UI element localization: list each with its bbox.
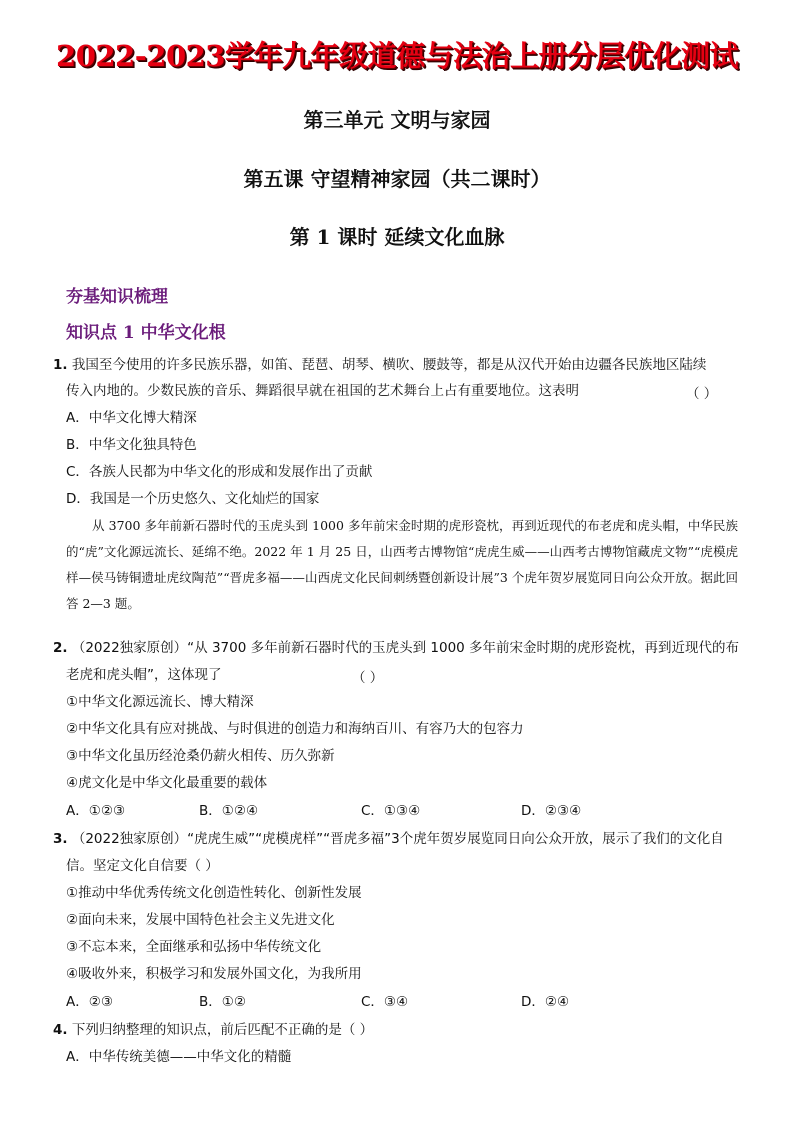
q3-number: 3.	[53, 831, 68, 847]
section-knowledge-point-1: 知识点 1 中华文化根	[66, 323, 226, 343]
q4-line1	[53, 1021, 373, 1039]
q2-item-4: ④虎文化是中华文化最重要的载体	[66, 775, 268, 791]
q2-choice-c: C．①③④	[361, 803, 421, 819]
q2-stem-line2: 老虎和虎头帽”，这体现了	[66, 667, 222, 683]
document-title: 2022-2023学年九年级道德与法治上册分层优化测试	[56, 39, 738, 73]
q2-answer-blank: （ ）	[352, 670, 384, 686]
q1-option-c: C．各族人民都为中华文化的形成和发展作出了贡献	[66, 464, 373, 480]
q3-item-1: ①推动中华优秀传统文化创造性转化、创新性发展	[66, 885, 362, 901]
q2-item-2: ②中华文化具有应对挑战、与时俱进的创造力和海纳百川、有容乃大的包容力	[66, 721, 524, 737]
q3-choice-a: A．②③	[66, 994, 113, 1010]
q3-choice-b: B．①②	[199, 994, 246, 1010]
q3-stem-line2: 信。坚定文化自信要（ ）	[66, 858, 219, 874]
q4-option-a: A．中华传统美德——中华文化的精髓	[66, 1049, 292, 1065]
material-passage: 从 3700 多年前新石器时代的玉虎头到 1000 多年前宋金时期的虎形瓷枕，再到近现代的布老虎和虎头帽，中华民族的“虎”文化源远流长、延绵不绝。2022 年 1 月 25 日，山西考古博物馆“虎虎生威——山西考古博物馆藏虎文物”“虎模虎样—侯马铸铜遗址虎纹陶范”“晋虎多福——山西虎文化民间刺绣暨创新设计展”3 个虎年贺岁展览同日向公众开放。据此回答 2—3 题。	[66, 518, 738, 611]
q2-stem-line1: （2022独家原创）“从 3700 多年前新石器时代的玉虎头到 1000 多年前宋金时期的虎形瓷枕，再到近现代的布	[71, 640, 740, 656]
period-heading: 第 1 课时 延续文化血脉	[289, 225, 505, 249]
q2-choice-b: B．①②④	[199, 803, 259, 819]
q3-item-2: ②面向未来，发展中国特色社会主义先进文化	[66, 912, 335, 928]
q2-item-3: ③中华文化虽历经沧桑仍薪火相传、历久弥新	[66, 748, 335, 764]
q1-stem-line1: 我国至今使用的许多民族乐器，如笛、琵琶、胡琴、横吹、腰鼓等，都是从汉代开始由边疆各民族地区陆续	[71, 357, 707, 373]
unit-heading: 第三单元 文明与家园	[303, 108, 491, 132]
q4-stem-line1: 下列归纳整理的知识点，前后匹配不正确的是（ ）	[71, 1022, 374, 1038]
q1-option-a: A．中华文化博大精深	[66, 410, 197, 426]
section-base-knowledge: 夯基知识梳理	[66, 287, 168, 307]
q3-choice-d: D．②④	[521, 994, 570, 1010]
q2-choice-d: D．②③④	[521, 803, 582, 819]
lesson-heading: 第五课 守望精神家园（共二课时）	[243, 167, 551, 191]
q1-option-b: B．中华文化独具特色	[66, 437, 197, 453]
q1-answer-blank: （ ）	[686, 386, 718, 402]
q1-line1	[53, 356, 706, 374]
q2-item-1: ①中华文化源远流长、博大精深	[66, 694, 254, 710]
q2-choice-a: A．①②③	[66, 803, 126, 819]
q3-item-4: ④吸收外来，积极学习和发展外国文化，为我所用	[66, 966, 362, 982]
q4-number: 4.	[53, 1022, 68, 1038]
q1-stem-line2: 传入内地的。少数民族的音乐、舞蹈很早就在祖国的艺术舞台上占有重要地位。这表明	[66, 383, 579, 399]
q2-number: 2.	[53, 640, 68, 656]
q2-line1	[53, 639, 739, 657]
q3-stem-line1: （2022独家原创）“虎虎生威”“虎模虎样”“晋虎多福”3个虎年贺岁展览同日向公众开放，展示了我们的文化自	[71, 831, 724, 847]
q3-line1	[53, 830, 724, 848]
q1-number: 1.	[53, 357, 68, 373]
q3-choice-c: C．③④	[361, 994, 409, 1010]
q1-option-d: D．我国是一个历史悠久、文化灿烂的国家	[66, 491, 320, 507]
q3-item-3: ③不忘本来，全面继承和弘扬中华传统文化	[66, 939, 322, 955]
